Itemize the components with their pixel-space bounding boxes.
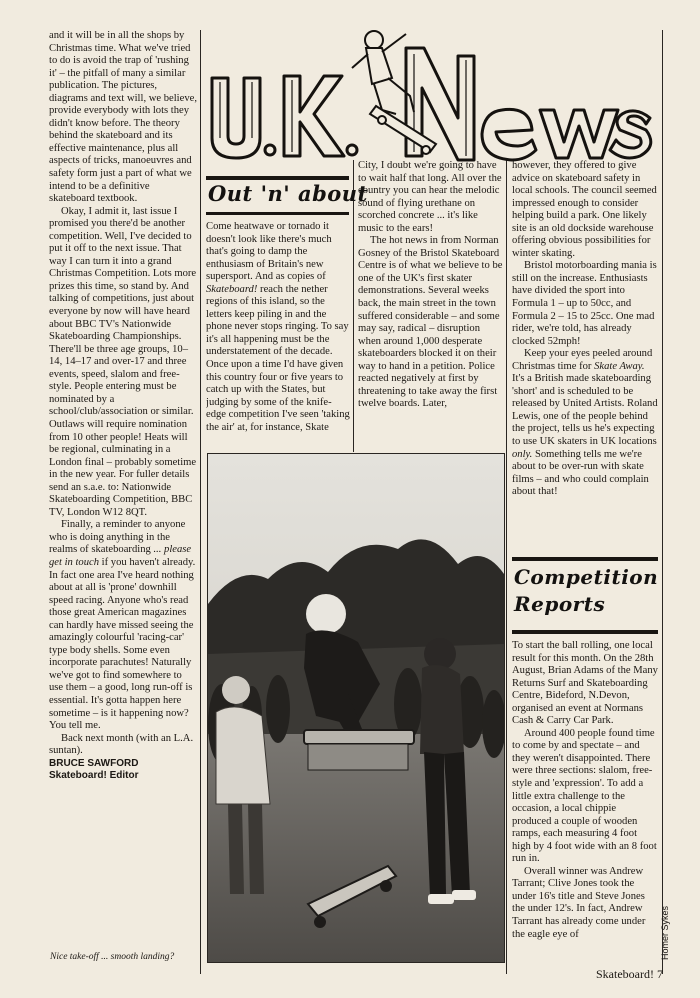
paragraph: Back next month (with an L.A. suntan). xyxy=(49,732,194,757)
paragraph: Overall winner was Andrew Tarrant; Clive Jones took the under 16's title and Steve Jones the under 12's. In fact, Andrew Tarrant has already come under the eagle eye of xyxy=(512,865,646,940)
skateboard-photo xyxy=(207,453,505,963)
column-rule xyxy=(662,30,663,974)
heading-rule xyxy=(206,176,349,180)
paragraph: Okay, I admit it, last issue I promised you there'd be another competition. Well, I've decided to put it off to the next issue. That way I can turn it into a grand Christmas Competition. Lots more prizes this time, so stand by. And talking of competitions, just about everyone by now will have heard about BBC TV's Nationwide Skateboarding Championships. There'll be three age groups, 10–14, 14–17 and over-17 and three events, speed, slalom and free-style. People entering must be nominated by a school/club/association or similar. Outlaws will require nomination from 10 other people! Heats will be regional, culminating in a London final – probably sometime in the new year. For fuller details send an s.a.e. to: Nationwide Skateboarding Competition, BBC TV, London W12 8QT. xyxy=(49,205,197,518)
page-folio: Skateboard! 7 xyxy=(596,967,663,981)
heading-rule xyxy=(512,557,658,561)
paragraph: To start the ball rolling, one local result for this month. On the 28th August, Brian Adams of the Many Returns Surf and Skateboarding Centre, Bideford, N.Devon, organised an event at Normans Cash & Carry Car Park. xyxy=(512,640,658,727)
paragraph: and it will be in all the shops by Christmas time. What we've tried to do is avoid the trap of 'rushing it' – the pitfall of many a similar publication. The pictures, diagrams and text will, we believe, provide everybody with lots they didn't know before. The theory behind the skateboard and its effective maintenance, plus all aspects of tricks, manoeuvres and safety form just a part of what we intend to be a definitive skateboard textbook. xyxy=(49,30,197,205)
report-column xyxy=(512,640,658,970)
column-rule xyxy=(200,30,201,974)
news-column xyxy=(512,160,658,554)
paragraph: Around 400 people found time to come by and spectate – and they weren't disappointed. There were three sections: slalom, free-style and 'expression'. To add a little extra challenge to the occasion, a local chippie produced a couple of wooden ramps, each measuring 4 foot high by 4 foot wide with an 8 foot run in. xyxy=(512,727,657,865)
photo-scene xyxy=(208,454,504,962)
paragraph: however, they offered to give advice on skateboard safety in local schools. The council seemed impressed enough to consider helping build a park. One likely site is an old dockside warehouse offering obvious possibilities for winter skating. xyxy=(512,160,657,259)
paragraph: City, I doubt we're going to have to wait half that long. All over the country you can hear the melodic sound of flying urethane on scorched concrete ... it's like music to the ears! xyxy=(358,160,502,234)
column-rule xyxy=(506,160,507,974)
photo-credit: Homer Sykes xyxy=(660,905,670,960)
section-heading-reports: Reports xyxy=(514,592,606,616)
paragraph: The hot news in from Norman Gosney of the Bristol Skateboard Centre is of what we believe to be one of the UK's first skater demonstrations. Several weeks back, the main street in the town suffered considerable – and some may say, radical – disruption when around 1,000 desperate skateboarders blocked it on their way to hand in a petition. Police reacted negatively at first by threatening to take away the first twelve boards. Later, xyxy=(358,235,503,410)
masthead-logo xyxy=(206,26,658,166)
paragraph: Keep your eyes peeled around Christmas time for Skate Away. It's a British made skateboarding 'short' and is scheduled to be released by United Artists. Roland Lewis, one of the people behind the project, tells us he's expecting to use UK skaters in UK locations only. Something tells me we're about to be over-run with skate films – and who could complain about that! xyxy=(512,348,658,498)
section-heading-competition: Competition xyxy=(514,565,659,589)
news-column xyxy=(358,160,504,452)
editor-name: BRUCE SAWFORD xyxy=(49,757,139,769)
paragraph: Finally, a reminder to anyone who is doing anything in the realms of skateboarding ... please get in touch if you haven't already. In fact one area I've heard nothing about at all is 'prone' downhill speed racing. Anyone who's read those great American magazines can hardly have missed seeing the amazingly colourful 'racing-car' type body shells. Some even incorporate parachutes! Naturally we've got to find somewhere to use them – a good, long run-off is essential. It's gotta happen here sometime – is it happening now? You tell me. xyxy=(49,519,196,732)
editor-title: Skateboard! Editor xyxy=(49,770,139,782)
paragraph: Bristol motorboarding mania is still on the increase. Enthusiasts have divided the sport into Formula 1 – up to 50cc, and Formula 2 – 15 to 25cc. One mad rider, we're told, has already clocked 52mph! xyxy=(512,260,657,347)
section-heading-out-n-about: Out 'n' about xyxy=(208,181,368,206)
heading-rule xyxy=(512,630,658,634)
editorial-column xyxy=(49,30,197,950)
heading-rule xyxy=(206,212,349,215)
photo-caption: Nice take-off ... smooth landing? xyxy=(50,952,175,962)
news-column xyxy=(206,221,351,451)
paragraph: Come heatwave or tornado it doesn't look like there's much that's going to damp the enthusiasm of Britain's new supersport. And as copies of Skateboard! reach the nether regions of this island, so the letters keep piling in and the phone never stops ringing. To say it's all happening must be the understatement of the decade. Once upon a time I'd have given this country four or five years to catch up with the States, but judging by some of the knife-edge competition I've seen 'taking the air' at, for instance, Skate xyxy=(206,221,350,433)
